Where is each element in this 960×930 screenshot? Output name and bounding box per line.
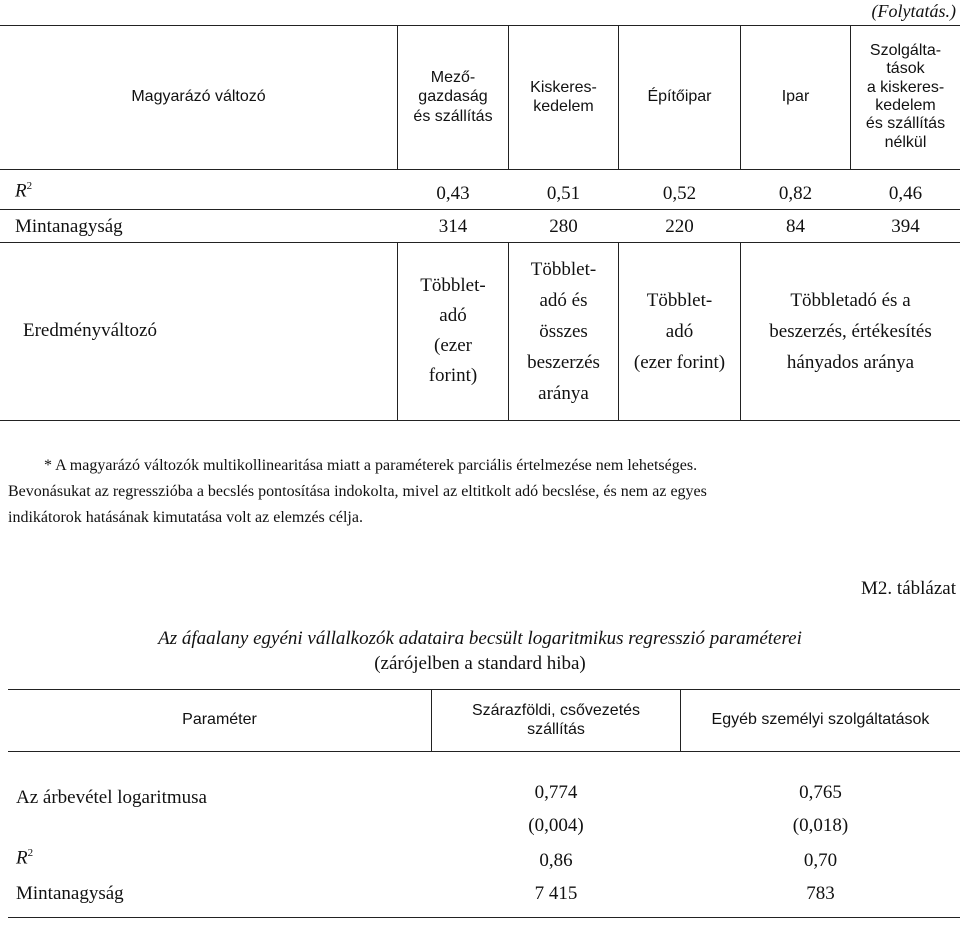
table1-r2-value: 0,46 [888, 183, 923, 204]
table1-r2-value: 0,82 [778, 183, 813, 204]
table1-header-col-industry: Ipar [781, 88, 810, 106]
table1-outcome-value: Többlet- adó (ezer forint) [633, 289, 726, 373]
table1-header-col-retail: Kiskeres- kedelem [530, 78, 597, 115]
footnote-line-1: * A magyarázó változók multikollinearitása miatt a paraméterek parciális értelmezése nem lehetséges. [44, 457, 698, 474]
table2-sample-v2: 783 [806, 883, 835, 904]
table1-outcome-value: Többletadó és a beszerzés, értékesítés hányados aránya [769, 289, 932, 373]
table1-sample-value: 84 [786, 216, 805, 237]
table2-sample-label: Mintanagyság [16, 883, 124, 904]
table2-revenue-v2: 0,765 [799, 782, 842, 803]
table1-sample-value: 220 [665, 216, 694, 237]
table2-header-col2: Egyéb személyi szolgáltatások [711, 711, 930, 728]
table2-revenue-label: Az árbevétel logaritmusa [16, 787, 207, 808]
table2-sample-v1: 7 415 [534, 883, 578, 904]
table1-sample-value: 394 [891, 216, 920, 237]
table2-bottom-border [8, 917, 960, 918]
continuation-label: (Folytatás.) [871, 1, 956, 21]
footnote-line-2: Bevonásukat az regresszióba a becslés pontosítása indokolta, mivel az eltitkolt adó becslése, és nem az egyes [8, 483, 707, 500]
table1-header-col-agriculture: Mező- gazdaság és szállítás [413, 69, 493, 125]
table2-title: Az áfaalany egyéni vállalkozók adataira becsült logaritmikus regresszió paraméterei [158, 628, 802, 649]
table1-header-divider [0, 169, 960, 170]
table2-number: M2. táblázat [861, 578, 956, 599]
table1-sample-label: Mintanagyság [15, 216, 123, 237]
table1-header-col-construction: Építőipar [647, 88, 712, 106]
table1-sample-value: 314 [438, 216, 468, 237]
table1-outcome-value: Többlet- adó és összes beszerzés aránya [527, 258, 600, 404]
table1-r2-value: 0,51 [546, 183, 581, 204]
table1-r2-value: 0,43 [436, 183, 470, 204]
table2-header-divider [8, 751, 960, 752]
table1-r2-value: 0,52 [662, 183, 697, 204]
table2-r2-label: $R^2$ [16, 847, 34, 869]
table2-header-col1: Szárazföldi, csővezetés szállítás [471, 701, 641, 738]
table2-r2-v1: 0,86 [539, 850, 573, 871]
table2-header-param: Paraméter [182, 711, 257, 728]
table1-r2-label: $R^2$ [15, 180, 33, 202]
table2-revenue-se1: (0,004) [528, 815, 584, 836]
table2-revenue-se2: (0,018) [792, 815, 849, 836]
table2-r2-v2: 0,70 [803, 850, 838, 871]
table1-sample-value: 280 [549, 216, 578, 237]
table1-header-label: Magyarázó változó [131, 88, 266, 105]
table1-outcome-label: Eredményváltozó [22, 320, 157, 341]
table1-outcome-value: Többlet- adó (ezer forint) [420, 275, 486, 386]
table2-subtitle: (zárójelben a standard hiba) [374, 653, 586, 674]
table2-revenue-v1: 0,774 [534, 782, 578, 803]
footnote-line-3: indikátorok hatásának kimutatása volt az elemzés célja. [8, 509, 363, 526]
table1-header-col-services: Szolgálta- tások a kiskeres- kedelem és szállítás nélkül [865, 41, 946, 151]
table1-bottom-border [0, 420, 960, 421]
